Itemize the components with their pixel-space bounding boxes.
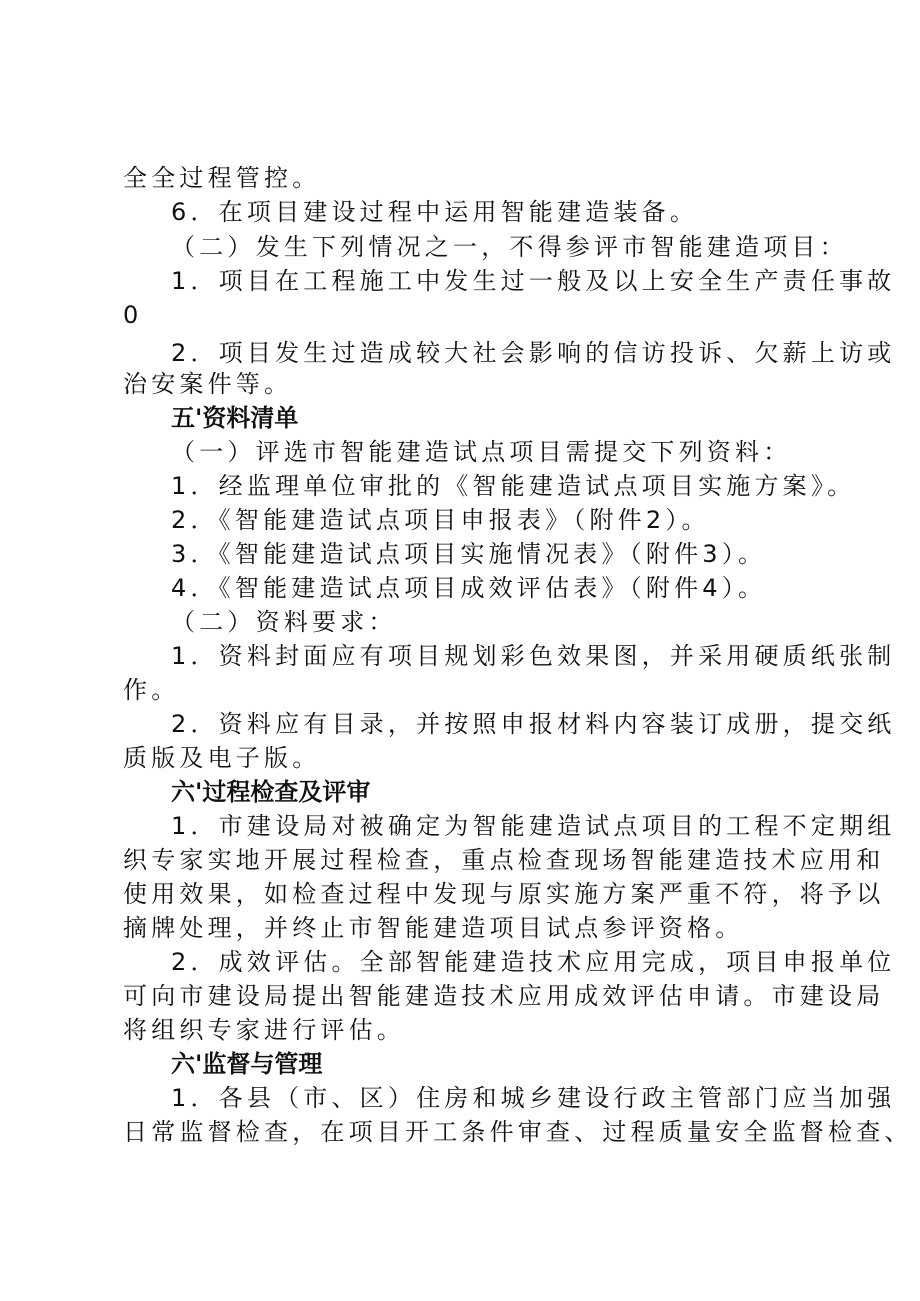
section-heading: 五'资料清单: [171, 404, 299, 432]
paragraph-line: 可向市建设局提出智能建造技术应用成效评估申请。市建设局: [123, 982, 885, 1010]
list-item-line: 1．资料封面应有项目规划彩色效果图，并采用硬质纸张制: [171, 642, 896, 670]
list-item-line: 2．《智能建造试点项目申报表》（附件2）。: [171, 506, 710, 534]
list-item-line: 2．资料应有目录，并按照申报材料内容装订成册，提交纸: [171, 710, 896, 738]
paragraph-line: 摘牌处理，并终止市智能建造项目试点参评资格。: [123, 914, 744, 942]
subsection-heading: （一）评选市智能建造试点项目需提交下列资料：: [171, 438, 792, 466]
paragraph-line: 全全过程管控。: [123, 164, 321, 192]
paragraph-line: 将组织专家进行评估。: [123, 1016, 405, 1044]
list-item-line: 3．《智能建造试点项目实施情况表》（附件3）。: [171, 540, 767, 568]
list-item-line: 6．在项目建设过程中运用智能建造装备。: [171, 198, 699, 226]
paragraph-line: 织专家实地开展过程检查，重点检查现场智能建造技术应用和: [123, 846, 885, 874]
subsection-heading: （二）资料要求：: [171, 608, 397, 636]
section-heading: 六'监督与管理: [171, 1050, 323, 1078]
list-item-line: 4．《智能建造试点项目成效评估表》（附件4）。: [171, 574, 767, 602]
paragraph-line: 质版及电子版。: [123, 744, 321, 772]
list-item-line: 1．市建设局对被确定为智能建造试点项目的工程不定期组: [171, 812, 896, 840]
paragraph-line: 0: [123, 301, 143, 329]
paragraph-line: 使用效果，如检查过程中发现与原实施方案严重不符，将予以: [123, 880, 885, 908]
paragraph-line: 作。: [123, 676, 180, 704]
list-item-line: 1．项目在工程施工中发生过一般及以上安全生产责任事故: [171, 267, 896, 295]
section-heading: 六'过程检查及评审: [171, 778, 371, 806]
subsection-heading: （二）发生下列情况之一，不得参评市智能建造项目：: [171, 233, 848, 261]
list-item-line: 2．成效评估。全部智能建造技术应用完成，项目申报单位: [171, 948, 896, 976]
list-item-line: 2．项目发生过造成较大社会影响的信访投诉、欠薪上访或: [171, 339, 896, 367]
paragraph-line: 日常监督检查，在项目开工条件审查、过程质量安全监督检查、: [123, 1118, 913, 1146]
list-item-line: 1．各县（市、区）住房和城乡建设行政主管部门应当加强: [171, 1084, 896, 1112]
paragraph-line: 治安案件等。: [123, 370, 293, 398]
list-item-line: 1．经监理单位审批的《智能建造试点项目实施方案》。: [171, 472, 856, 500]
